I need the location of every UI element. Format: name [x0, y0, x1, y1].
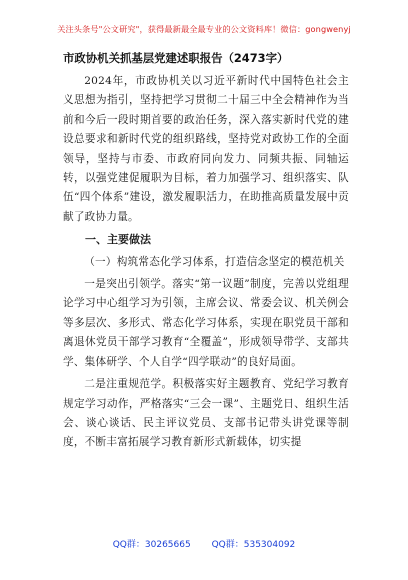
footer-contacts: [0, 537, 408, 550]
document-title: 市政协机关抓基层党建述职报告（2473字）: [63, 51, 289, 65]
subsection-heading: （一）构筑常态化学习体系，打造信念坚定的模范机关: [84, 255, 345, 268]
qq-group-link-2[interactable]: QQ群：535304092: [211, 540, 296, 550]
promo-banner: 关注头条号"公文研究"，获得最新最全最专业的公文资料库！微信：gongwenyj: [57, 24, 351, 34]
intro-paragraph: 2024年，市政协机关以习近平新时代中国特色社会主义思想为指引，坚持把学习贯彻二十届三中全会精神作为当前和今后一段时期首要的政治任务，深入落实新时代党的建设总要求和新时代党的组织路线，坚持党对政协工作的全面领导，坚持与市委、市政府同向发力、同频共振、同轴运转，以强党建促履职为目标，着力加强学习、组织落实、队伍“四个体系”建设，激发履职活力，在助推高质量发展中贡献了政协力量。: [63, 75, 349, 223]
body-paragraph-2: 二是注重规范学。积极落实好主题教育、党纪学习教育规定学习动作，严格落实“三会一课”、主题党日、组织生活会、谈心谈话、民主评议党员、支部书记带头讲党课等制度，不断丰富拓展学习教育新形式新载体，切实提: [63, 378, 349, 449]
body-paragraph-1: 一是突出引领学。落实“第一议题”制度，完善以党组理论学习中心组学习为引领，主席会议、常委会议、机关例会等多层次、多形式、常态化学习体系，实现在职党员干部和离退休党员干部学习教育“全覆盖”，形成领导带学、支部共学、集体研学、个人自学“四学联动”的良好局面。: [63, 278, 349, 368]
document-body: [63, 50, 349, 456]
qq-group-link-1[interactable]: QQ群：30265665: [112, 540, 191, 550]
section-heading: 一、主要做法: [85, 233, 151, 247]
